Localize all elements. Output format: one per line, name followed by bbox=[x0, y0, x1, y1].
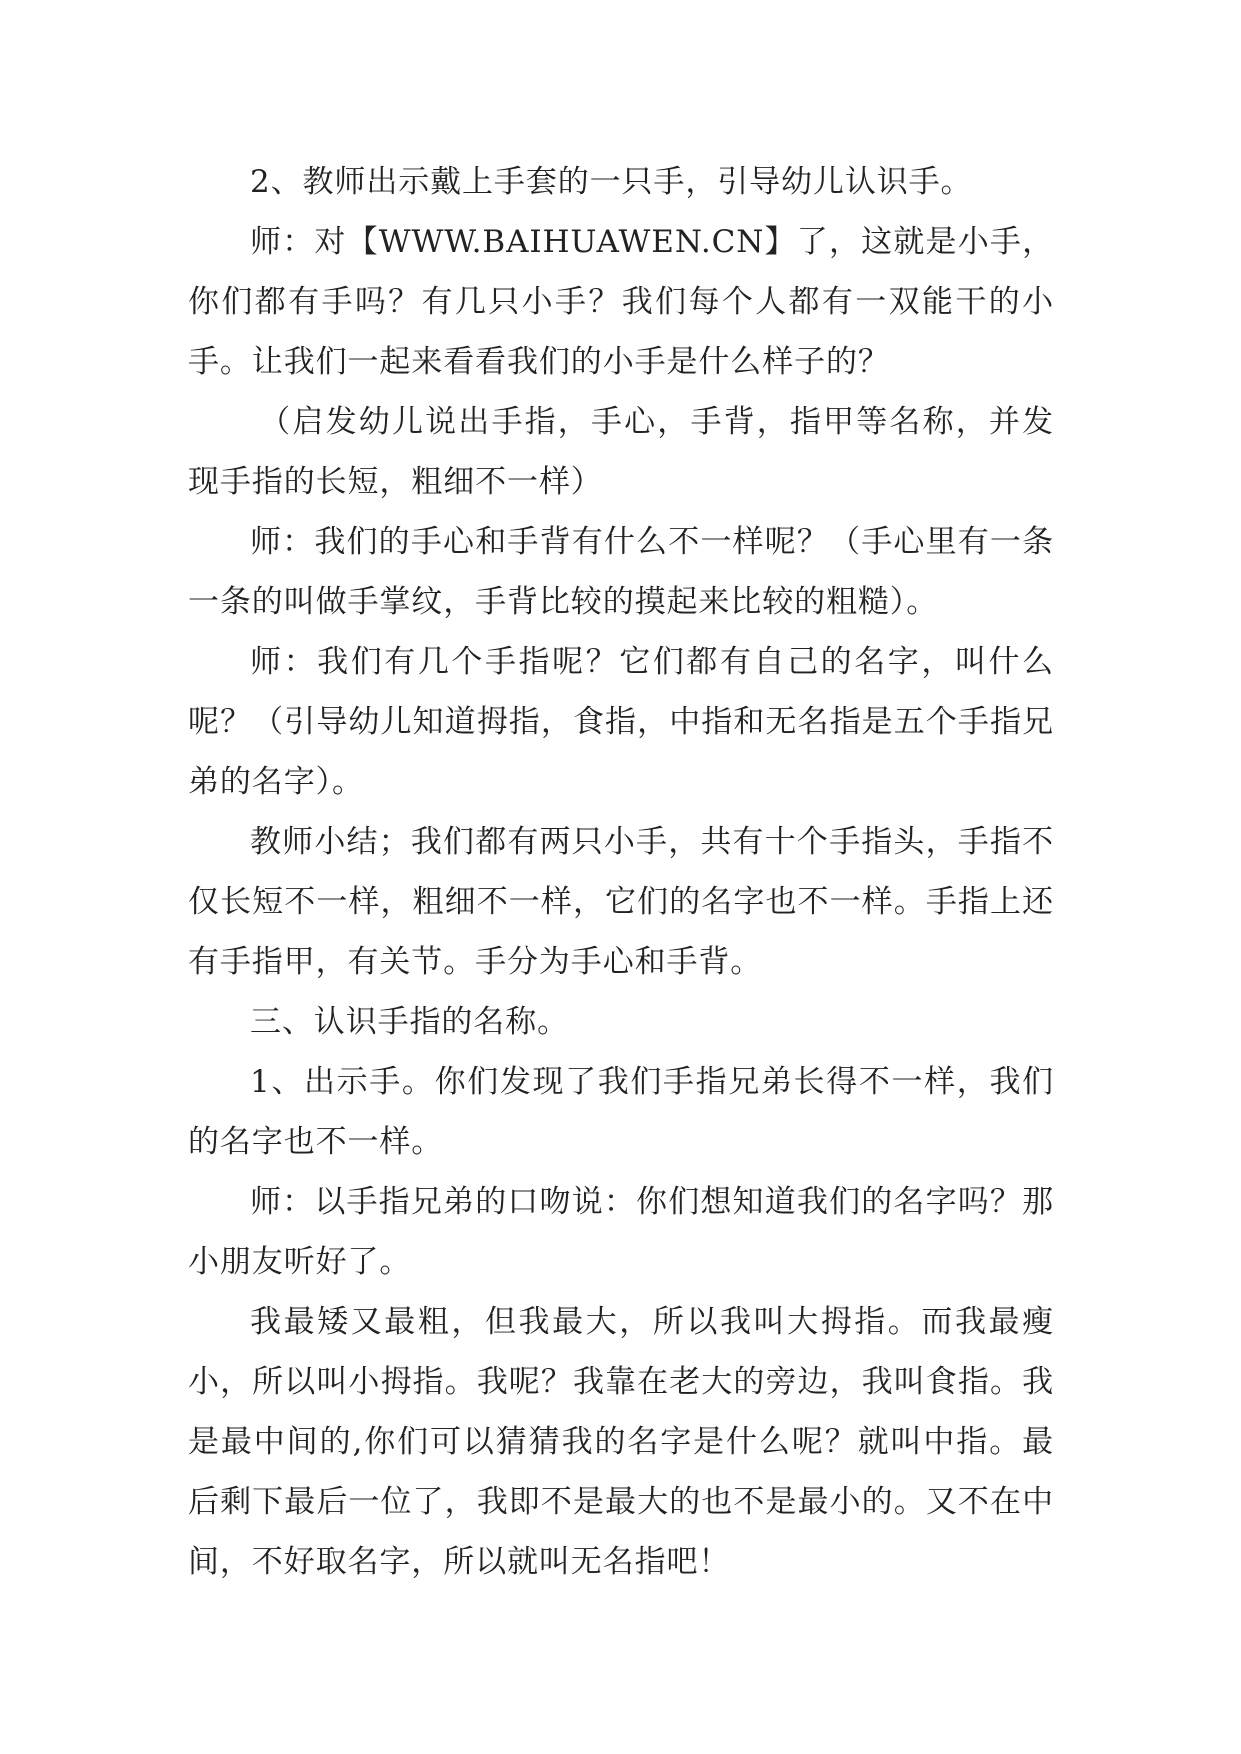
paragraph-guidance-note: （启发幼儿说出手指，手心，手背，指甲等名称，并发现手指的长短，粗细不一样） bbox=[188, 404, 1054, 500]
paragraph-show-hand: 1、出示手。你们发现了我们手指兄弟长得不一样，我们的名字也不一样。 bbox=[188, 1064, 1054, 1160]
paragraph-teacher-hands: 师：对【WWW.BAIHUAWEN.CN】了，这就是小手，你们都有手吗？有几只小手？我们每个人都有一双能干的小手。让我们一起来看看我们的小手是什么样子的？ bbox=[188, 224, 1054, 380]
document-body bbox=[188, 152, 1054, 1592]
paragraph-finger-voice: 师：以手指兄弟的口吻说：你们想知道我们的名字吗？那小朋友听好了。 bbox=[188, 1184, 1054, 1280]
paragraph-finger-story: 我最矮又最粗，但我最大，所以我叫大拇指。而我最瘦小，所以叫小拇指。我呢？我靠在老大的旁边，我叫食指。我是最中间的,你们可以猜猜我的名字是什么呢？就叫中指。最后剩下最后一位了，我即不是最大的也不是最小的。又不在中间，不好取名字，所以就叫无名指吧！ bbox=[188, 1304, 1054, 1580]
paragraph-finger-count: 师：我们有几个手指呢？它们都有自己的名字，叫什么呢？（引导幼儿知道拇指，食指，中指和无名指是五个手指兄弟的名字）。 bbox=[188, 644, 1054, 800]
paragraph-summary: 教师小结；我们都有两只小手，共有十个手指头，手指不仅长短不一样，粗细不一样，它们的名字也不一样。手指上还有手指甲，有关节。手分为手心和手背。 bbox=[188, 824, 1054, 980]
paragraph-palm-back: 师：我们的手心和手背有什么不一样呢？（手心里有一条一条的叫做手掌纹，手背比较的摸起来比较的粗糙）。 bbox=[188, 524, 1054, 620]
section-heading-finger-names: 三、认识手指的名称。 bbox=[250, 1004, 569, 1040]
paragraph-step-2: 2、教师出示戴上手套的一只手，引导幼儿认识手。 bbox=[250, 164, 973, 200]
